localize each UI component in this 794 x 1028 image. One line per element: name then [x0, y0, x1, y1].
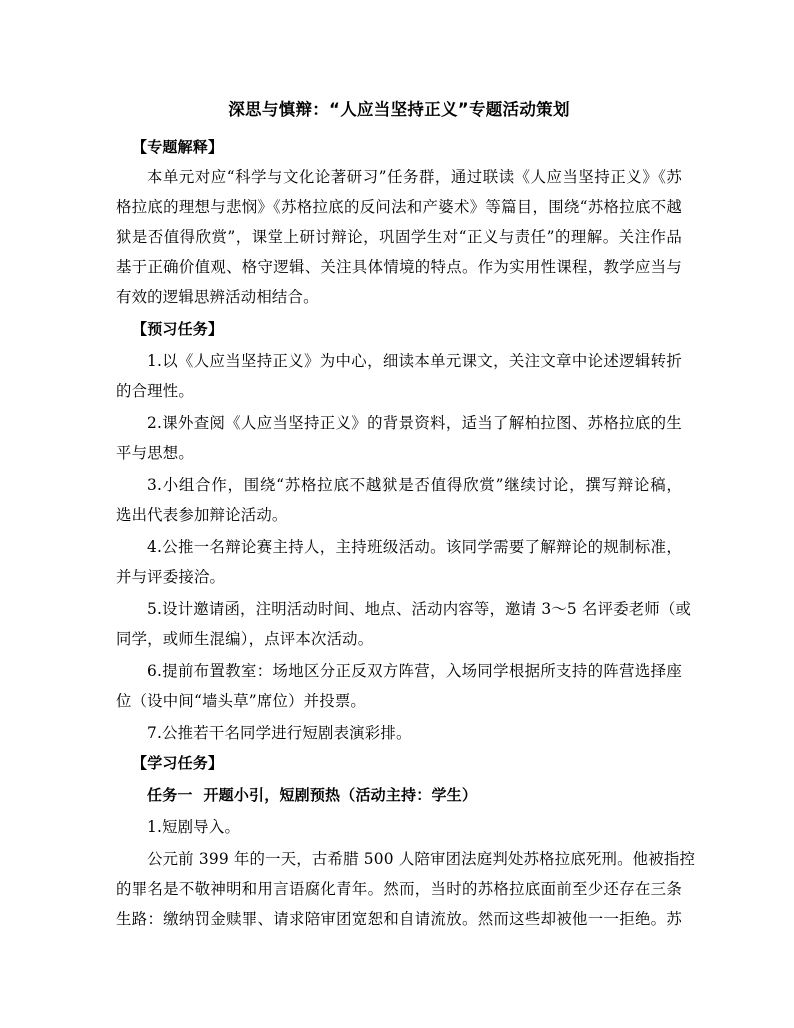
list-item-line: 1.以《人应当坚持正义》为中心，细读本单元课文，关注文章中论述逻辑转折	[147, 352, 682, 370]
list-item-line: 4.公推一名辩论赛主持人，主持班级活动。该同学需要了解辩论的规制标准，	[147, 538, 682, 556]
list-item-line: 位（设中间“墙头草”席位）并投票。	[116, 692, 366, 710]
section-heading-preview: 【预习任务】	[132, 320, 224, 338]
list-item-line: 的合理性。	[116, 382, 194, 400]
list-item-line: 平与思想。	[116, 444, 194, 462]
paragraph-line: 狱是否值得欣赏”，课堂上研讨辩论，巩固学生对“正义与责任”的理解。关注作品	[116, 228, 682, 246]
list-item-line: 6.提前布置教室：场地区分正反双方阵营，入场同学根据所支持的阵营选择座	[147, 662, 682, 680]
list-item-line: 5.设计邀请函，注明活动时间、地点、活动内容等，邀请 3～5 名评委老师（或	[147, 600, 692, 618]
section-heading-learning: 【学习任务】	[132, 754, 224, 772]
list-item-line: 同学，或师生混编），点评本次活动。	[116, 630, 374, 648]
paragraph-line: 的罪名是不敬神明和用言语腐化青年。然而，当时的苏格拉底面前至少还存在三条	[116, 880, 682, 898]
list-item-line: 并与评委接洽。	[116, 568, 226, 586]
task-heading: 任务一 开题小引，短剧预热（活动主持：学生）	[147, 786, 478, 804]
paragraph-line: 基于正确价值观、格守逻辑、关注具体情境的特点。作为实用性课程，教学应当与	[116, 258, 682, 276]
paragraph-line: 本单元对应“科学与文化论著研习”任务群，通过联读《人应当坚持正义》《苏	[147, 168, 682, 186]
section-heading-explanation: 【专题解释】	[132, 138, 224, 156]
paragraph-line: 生路：缴纳罚金赎罪、请求陪审团宽恕和自请流放。然而这些却被他一一拒绝。苏	[116, 910, 682, 928]
list-item-line: 2.课外查阅《人应当坚持正义》的背景资料，适当了解柏拉图、苏格拉底的生	[147, 414, 682, 432]
list-item-line: 7.公推若干名同学进行短剧表演彩排。	[147, 724, 412, 742]
list-item-line: 选出代表参加辩论活动。	[116, 506, 288, 524]
paragraph-line: 1.短剧导入。	[147, 818, 241, 836]
paragraph-line: 有效的逻辑思辨活动相结合。	[116, 288, 319, 306]
paragraph-line: 格拉底的理想与悲悯》《苏格拉底的反问法和产婆术》等篇目，围绕“苏格拉底不越	[116, 198, 682, 216]
list-item-line: 3.小组合作，围绕“苏格拉底不越狱是否值得欣赏”继续讨论，撰写辩论稿，	[147, 476, 682, 494]
document-title: 深思与慎辩：“人应当坚持正义”专题活动策划	[228, 100, 570, 119]
paragraph-line: 公元前 399 年的一天，古希腊 500 人陪审团法庭判处苏格拉底死刑。他被指控	[147, 850, 696, 868]
